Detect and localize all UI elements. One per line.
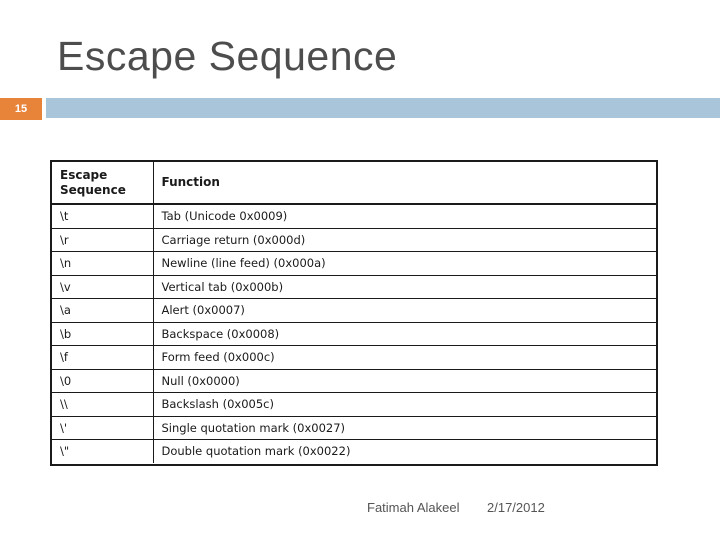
slide-number-badge: [0, 98, 42, 120]
table-row: [52, 204, 656, 228]
escape-sequence-cell: \t: [52, 204, 153, 228]
function-cell: Form feed (0x000c): [153, 346, 656, 370]
footer-date: 2/17/2012: [487, 500, 545, 515]
header-escape-sequence-line2: Sequence: [60, 182, 126, 197]
function-cell: Vertical tab (0x000b): [153, 275, 656, 299]
table-row: [52, 275, 656, 299]
table-row: [52, 440, 656, 463]
table-row: [52, 322, 656, 346]
function-cell: Backspace (0x0008): [153, 322, 656, 346]
slide-title: Escape Sequence: [57, 33, 398, 79]
table-row: [52, 299, 656, 323]
table-row: [52, 252, 656, 276]
escape-sequence-cell: \': [52, 416, 153, 440]
function-cell: Tab (Unicode 0x0009): [153, 204, 656, 228]
function-cell: Newline (line feed) (0x000a): [153, 252, 656, 276]
function-cell: Null (0x0000): [153, 369, 656, 393]
escape-sequence-cell: \\: [52, 393, 153, 417]
escape-sequence-table: [52, 162, 656, 463]
escape-sequence-cell: \b: [52, 322, 153, 346]
title-divider-bar: [46, 98, 720, 118]
header-function: Function: [153, 162, 656, 204]
escape-sequence-cell: \n: [52, 252, 153, 276]
escape-sequence-cell: \a: [52, 299, 153, 323]
escape-sequence-cell: \0: [52, 369, 153, 393]
function-cell: Double quotation mark (0x0022): [153, 440, 656, 463]
table-row: [52, 416, 656, 440]
escape-sequence-cell: \r: [52, 228, 153, 252]
escape-sequence-cell: \v: [52, 275, 153, 299]
table-body: [52, 204, 656, 463]
table-header-row: [52, 162, 656, 204]
function-cell: Backslash (0x005c): [153, 393, 656, 417]
table-row: [52, 228, 656, 252]
escape-sequence-table-frame: [50, 160, 658, 466]
table-row: [52, 369, 656, 393]
table-row: [52, 346, 656, 370]
header-escape-sequence-line1: Escape: [60, 167, 108, 182]
escape-sequence-cell: \": [52, 440, 153, 463]
function-cell: Alert (0x0007): [153, 299, 656, 323]
header-escape-sequence: [52, 162, 153, 204]
table-row: [52, 393, 656, 417]
slide-number: 15: [14, 103, 28, 115]
function-cell: Single quotation mark (0x0027): [153, 416, 656, 440]
function-cell: Carriage return (0x000d): [153, 228, 656, 252]
footer-author: Fatimah Alakeel: [367, 500, 460, 515]
escape-sequence-cell: \f: [52, 346, 153, 370]
